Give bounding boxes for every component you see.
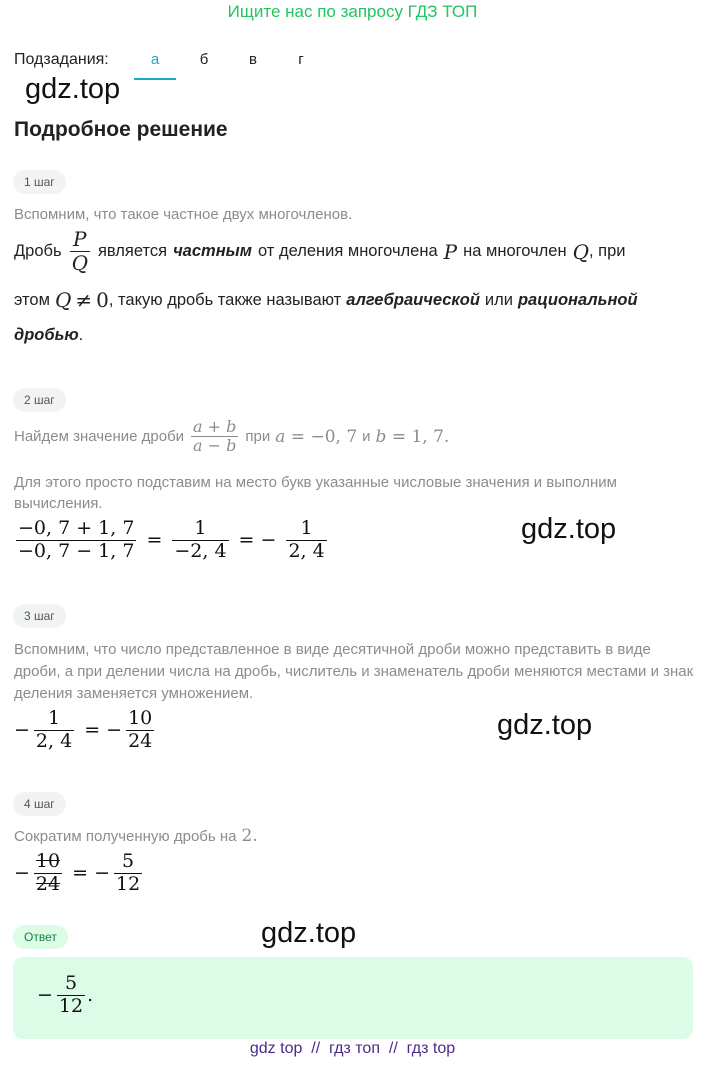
answer-box [13, 957, 693, 1039]
answer-badge: Ответ [13, 925, 68, 949]
answer-expression: − $\frac{5}{12}$ . [37, 972, 94, 1017]
step-text: Для этого просто подставим на место букв указанные числовые значения и выполним вычисления. [14, 474, 617, 512]
step-paragraph-line: дробью. [14, 326, 84, 344]
tab-b[interactable]: б [199, 51, 209, 68]
tab-v[interactable]: в [249, 51, 257, 68]
step-badge: 4 шаг [13, 792, 66, 816]
tab-g[interactable]: г [298, 51, 304, 68]
search-banner: Ищите нас по запросу ГДЗ ТОП [227, 2, 478, 21]
step-text-line: Сократим полученную дробь на 2. [14, 826, 258, 846]
watermark: gdz.top [261, 917, 357, 949]
step-paragraph-line: этом Q ≠ 0 , такую дробь также называют алгебраической или рациональной [14, 288, 638, 312]
step-text-line: Найдем значение дроби $\frac{a + b}{a - b}$ при a = −0, 7 и b = 1, 7. [14, 417, 450, 456]
calc-expression: − $\frac{1}{2, 4}$ = − $\frac{10}{24}$ [14, 707, 153, 752]
fraction-p-over-q: $\frac{P}{Q}$ [71, 227, 88, 275]
step-badge: 2 шаг [13, 388, 66, 412]
step-paragraph-line: Дробь $\frac{P}{Q}$ является частным от деления многочлена P на многочлен Q , при [14, 227, 626, 275]
section-title: Подробное решение [14, 118, 228, 141]
subtasks-label: Подзадания: [14, 51, 109, 68]
tab-a[interactable]: а [150, 51, 160, 68]
footer-links: gdz top // гдз топ // гдз top [249, 1040, 456, 1057]
step-badge: 3 шаг [13, 604, 66, 628]
active-tab-indicator [134, 78, 176, 80]
step-text: Вспомним, что число представленное в виде десятичной дроби можно представить в виде дроби, а при делении числа на дробь, числитель и знаменатель дроби меняются местами и знак деления заменяется умножением. [14, 641, 694, 702]
calc-expression: − $\frac{10}{24}$ = − $\frac{5}{12}$ [14, 850, 141, 895]
watermark: gdz.top [25, 73, 121, 105]
calc-expression: $\frac{-0, 7 + 1, 7}{-0, 7 - 1, 7}$ = $\frac{1}{-2, 4}$ = − $\frac{1}{2, 4}$ [18, 517, 325, 562]
step-intro-text: Вспомним, что такое частное двух многочленов. [14, 206, 353, 223]
watermark: gdz.top [521, 513, 617, 545]
watermark: gdz.top [497, 709, 593, 741]
step-badge: 1 шаг [13, 170, 66, 194]
